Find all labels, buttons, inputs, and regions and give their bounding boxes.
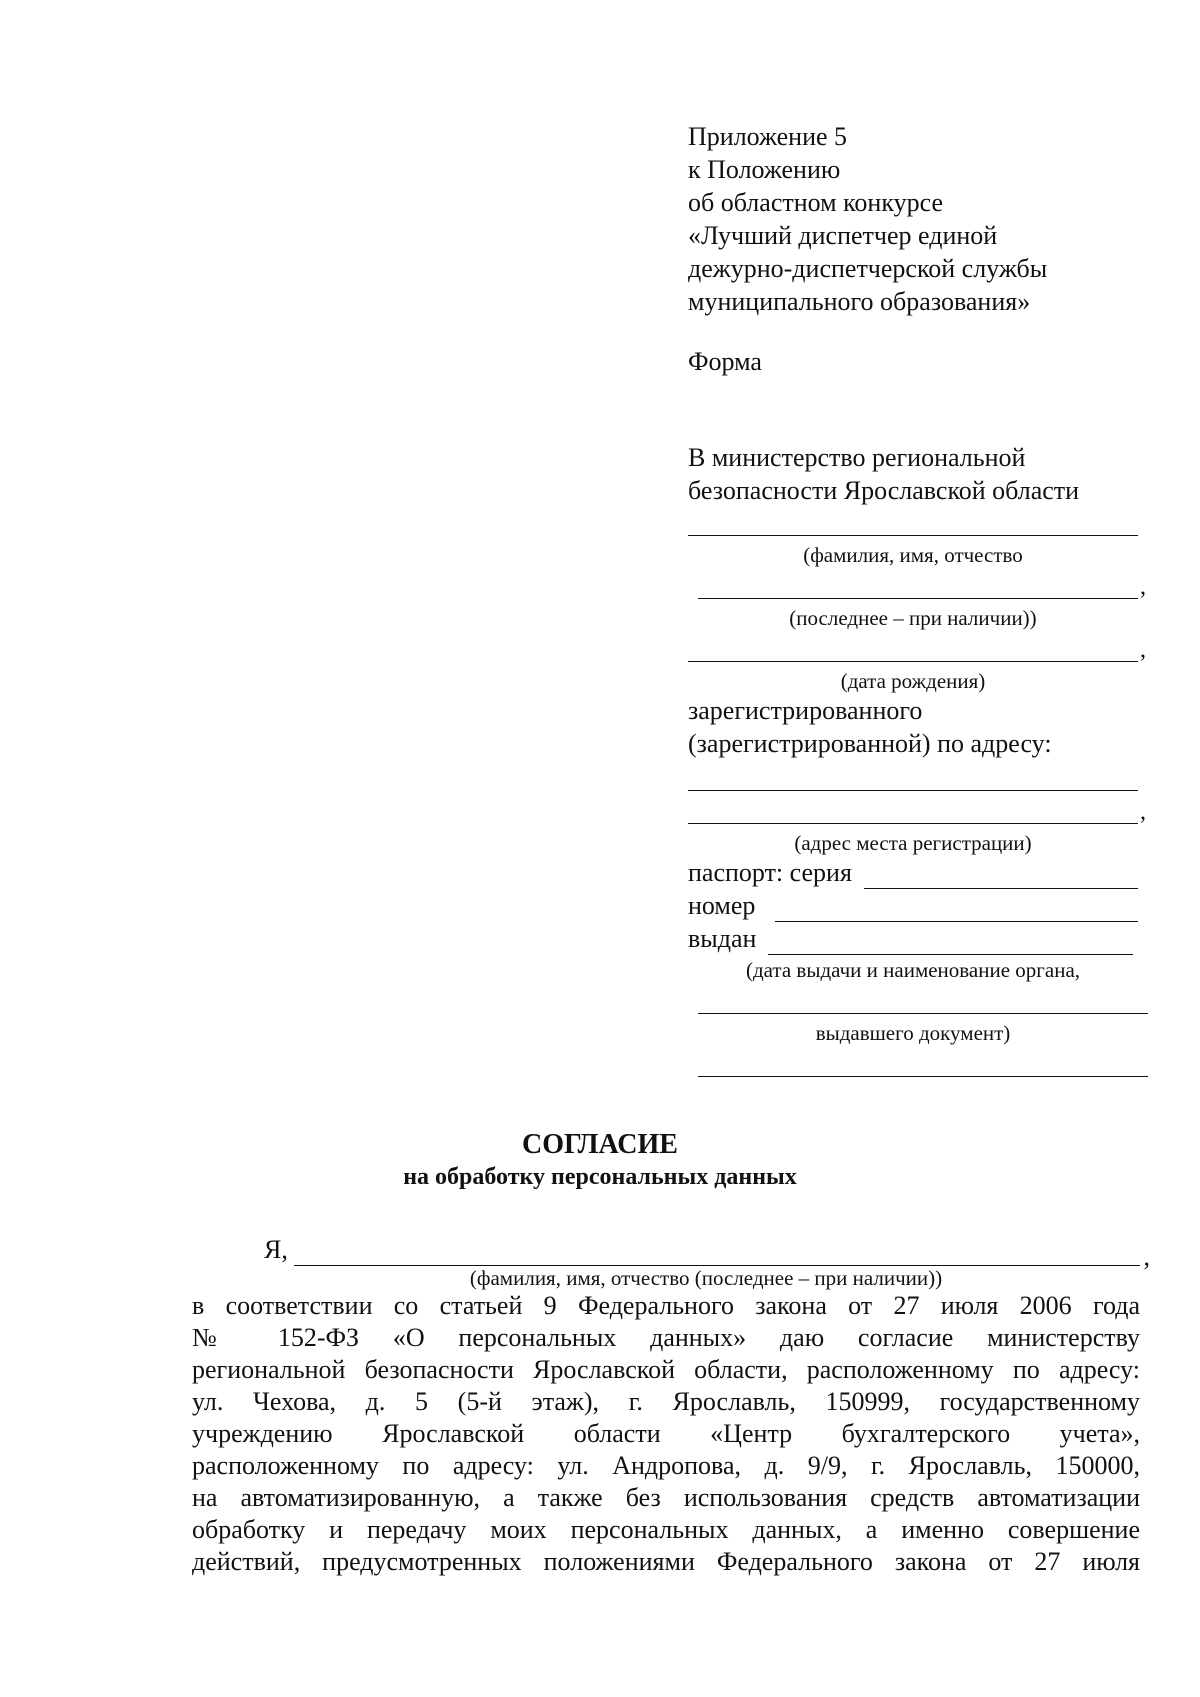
comma: , bbox=[1143, 1242, 1150, 1271]
consent-line: на автоматизированную, а также без использования средств автоматизации bbox=[192, 1483, 1140, 1512]
full-name-field[interactable] bbox=[294, 1239, 1150, 1271]
passport-number-label: номер bbox=[688, 891, 756, 920]
consent-body bbox=[192, 1234, 1150, 1578]
consent-title bbox=[0, 1128, 1200, 1192]
full-name-hint: (фамилия, имя, отчество (последнее – при наличии)) bbox=[469, 1266, 943, 1290]
issuer-hint: выдавшего документ) bbox=[815, 1021, 1011, 1045]
ya-row bbox=[192, 1234, 1150, 1271]
ya-label: Я, bbox=[264, 1235, 288, 1264]
passport-series-row bbox=[688, 856, 1138, 889]
passport-series-label: паспорт: серия bbox=[688, 858, 852, 887]
address-field-line-1[interactable] bbox=[688, 768, 1138, 791]
name-field-line-2[interactable] bbox=[698, 574, 1146, 600]
issued-field[interactable] bbox=[768, 930, 1133, 955]
registered-line: (зарегистрированной) по адресу: bbox=[688, 729, 1052, 758]
name-hint-2: (последнее – при наличии)) bbox=[789, 606, 1037, 630]
issued-label: выдан bbox=[688, 924, 757, 953]
appendix-line: муниципального образования» bbox=[688, 287, 1031, 316]
passport-series-field[interactable] bbox=[864, 864, 1138, 889]
comma: , bbox=[1140, 637, 1146, 663]
issuer-field-line-1[interactable] bbox=[698, 991, 1148, 1014]
consent-line: обработку и передачу моих персональных данных, а именно совершение bbox=[192, 1515, 1140, 1544]
appendix-line: дежурно-диспетчерской службы bbox=[688, 254, 1048, 283]
form-label: Форма bbox=[688, 347, 762, 376]
appendix-line: к Положению bbox=[688, 155, 841, 184]
consent-line: действий, предусмотренных положениями Федерального закона от 27 июля bbox=[192, 1547, 1140, 1576]
appendix-line: об областном конкурсе bbox=[688, 188, 943, 217]
passport-number-row bbox=[688, 889, 1138, 922]
comma: , bbox=[1140, 574, 1146, 600]
recipient-line: безопасности Ярославской области bbox=[688, 476, 1080, 505]
appendix-line: Приложение 5 bbox=[688, 122, 848, 151]
address-field-line-2[interactable] bbox=[688, 799, 1146, 825]
issuer-field-line-2[interactable] bbox=[698, 1054, 1148, 1077]
title-main: СОГЛАСИЕ bbox=[522, 1129, 678, 1160]
title-sub: на обработку персональных данных bbox=[403, 1164, 797, 1190]
consent-paragraph bbox=[192, 1290, 1140, 1578]
birth-date-field-line[interactable] bbox=[688, 637, 1146, 663]
comma: , bbox=[1140, 799, 1146, 825]
consent-line: в соответствии со статьей 9 Федерального закона от 27 июля 2006 года bbox=[192, 1291, 1140, 1320]
consent-line: расположенному по адресу: ул. Андропова, д. 9/9, г. Ярославль, 150000, bbox=[192, 1451, 1140, 1480]
issue-hint: (дата выдачи и наименование органа, bbox=[745, 958, 1081, 982]
passport-number-field[interactable] bbox=[775, 897, 1138, 922]
recipient-block bbox=[688, 441, 1138, 507]
consent-line: ул. Чехова, д. 5 (5-й этаж), г. Ярославль, 150999, государственному bbox=[192, 1387, 1140, 1416]
registered-label bbox=[688, 694, 1138, 760]
name-field-line-1[interactable] bbox=[688, 513, 1138, 536]
issued-row bbox=[688, 922, 1133, 955]
consent-line: региональной безопасности Ярославской области, расположенному по адресу: bbox=[192, 1355, 1140, 1384]
address-hint: (адрес места регистрации) bbox=[794, 831, 1032, 855]
name-hint: (фамилия, имя, отчество bbox=[803, 543, 1023, 567]
consent-line: № 152-ФЗ «О персональных данных» даю согласие министерству bbox=[192, 1323, 1140, 1352]
recipient-line: В министерство региональной bbox=[688, 443, 1026, 472]
registered-line: зарегистрированного bbox=[688, 696, 923, 725]
consent-line: учреждению Ярославской области «Центр бухгалтерского учета», bbox=[192, 1419, 1140, 1448]
appendix-line: «Лучший диспетчер единой bbox=[688, 221, 998, 250]
appendix-lines bbox=[688, 120, 1138, 318]
birth-date-hint: (дата рождения) bbox=[840, 669, 986, 693]
header-block bbox=[688, 120, 1146, 1077]
